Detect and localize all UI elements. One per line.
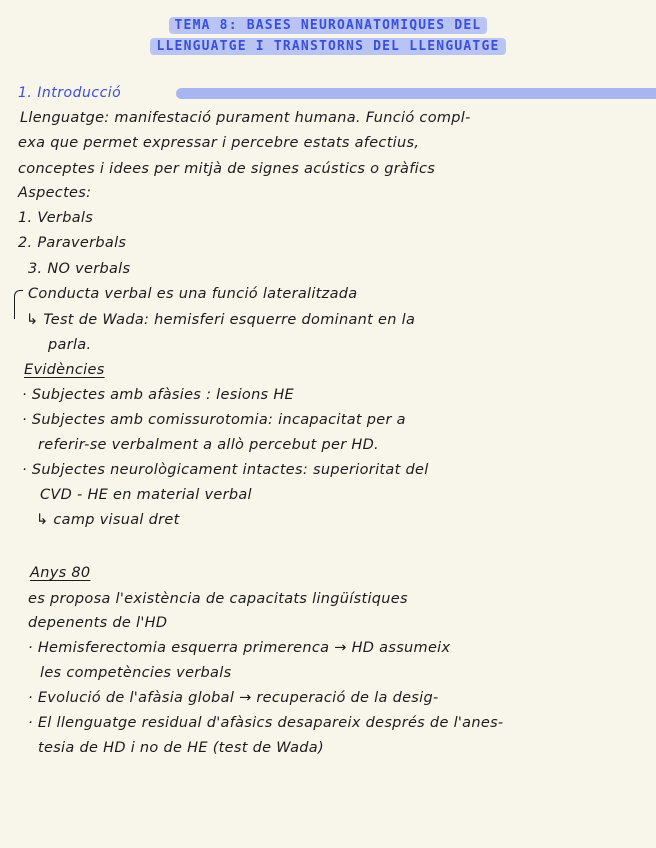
text-line: Conducta verbal es una funció lateralitzada <box>28 286 358 302</box>
text-line: exa que permet expressar i percebre estats afectius, <box>18 135 420 151</box>
page-title <box>0 14 656 56</box>
section-heading: 1. Introducció <box>18 85 122 101</box>
bullet-item: · El llenguatge residual d'afàsics desapareix després de l'anes- <box>28 715 504 731</box>
list-item: 3. NO verbals <box>28 261 131 277</box>
text-line: referir-se verbalment a allò percebut per HD. <box>38 437 379 453</box>
text-line: ↳ camp visual dret <box>36 512 180 528</box>
title-line-1: TEMA 8: BASES NEUROANATOMIQUES DEL <box>169 17 488 34</box>
text-line: tesia de HD i no de HE (test de Wada) <box>38 740 324 756</box>
text-line: ↳ Test de Wada: hemisferi esquerre dominant en la <box>26 312 416 328</box>
text-line: es proposa l'existència de capacitats lingüístiques <box>28 591 408 607</box>
text-line: depenents de l'HD <box>28 615 168 631</box>
text-line: conceptes i idees per mitjà de signes acústics o gràfics <box>18 161 436 177</box>
bullet-item: · Hemisferectomia esquerra primerenca → HD assumeix <box>28 640 451 656</box>
bullet-item: · Evolució de l'afàsia global → recuperació de la desig- <box>28 690 439 706</box>
text-line: les competències verbals <box>40 665 232 681</box>
bullet-item: · Subjectes neurològicament intactes: superioritat del <box>22 462 429 478</box>
title-line-2: LLENGUATGE I TRANSTORNS DEL LLENGUATGE <box>150 38 505 55</box>
text-line: CVD - HE en material verbal <box>40 487 252 503</box>
section-header <box>18 83 656 105</box>
bullet-item: · Subjectes amb afàsies : lesions HE <box>22 387 294 403</box>
list-item: 1. Verbals <box>18 210 94 226</box>
bullet-item: · Subjectes amb comissurotomia: incapacitat per a <box>22 412 406 428</box>
text-line: Llenguatge: manifestació purament humana. Funció compl- <box>20 110 471 126</box>
subheading-anys-80: Anys 80 <box>30 565 91 581</box>
list-item: 2. Paraverbals <box>18 235 127 251</box>
text-line: Aspectes: <box>18 185 92 201</box>
section-highlight-bar <box>176 88 656 99</box>
subheading-evidencies: Evidències <box>24 362 105 378</box>
bracket-mark <box>14 290 23 319</box>
text-line: parla. <box>48 337 92 353</box>
